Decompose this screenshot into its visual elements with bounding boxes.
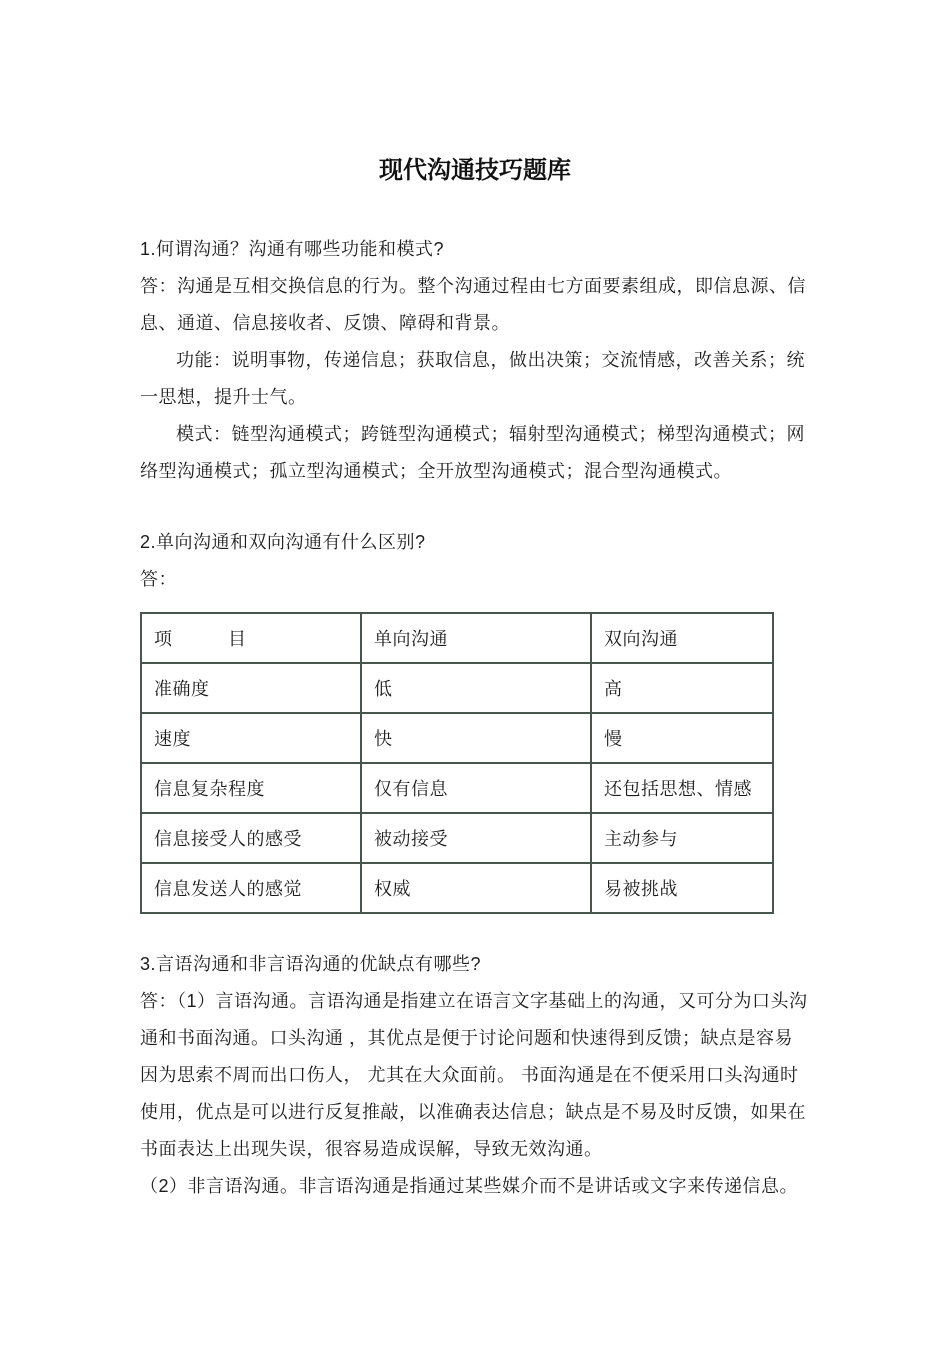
answer-1-paragraph-1: 答：沟通是互相交换信息的行为。整个沟通过程由七方面要素组成，即信息源、信息、通道、信息接收者、反馈、障碍和背景。 <box>140 276 806 333</box>
table-row <box>141 863 773 913</box>
answer-3-paragraph-2: （2）非言语沟通。非言语沟通是指通过某些媒介而不是讲话或文字来传递信息。 <box>140 1176 799 1196</box>
table-cell: 易被挑战 <box>591 863 773 913</box>
table-row <box>141 763 773 813</box>
comparison-table <box>140 612 774 914</box>
document-title: 现代沟通技巧题库 <box>379 157 571 184</box>
table-cell: 主动参与 <box>591 813 773 863</box>
table-header-two-way: 双向沟通 <box>591 613 773 663</box>
section-question-3 <box>140 946 810 1205</box>
section-question-2 <box>140 524 810 914</box>
table-header-one-way: 单向沟通 <box>361 613 591 663</box>
table-cell: 信息复杂程度 <box>141 763 361 813</box>
table-row <box>141 813 773 863</box>
table-cell: 速度 <box>141 713 361 763</box>
answer-1-paragraph-2: 功能：说明事物，传递信息；获取信息，做出决策；交流情感，改善关系；统一思想，提升士气。 <box>140 350 805 407</box>
table-cell: 高 <box>591 663 773 713</box>
table-cell: 慢 <box>591 713 773 763</box>
table-cell: 被动接受 <box>361 813 591 863</box>
answer-1-paragraph-3: 模式：链型沟通模式；跨链型沟通模式；辐射型沟通模式；梯型沟通模式；网络型沟通模式；孤立型沟通模式；全开放型沟通模式；混合型沟通模式。 <box>140 424 805 481</box>
answer-2-label: 答： <box>140 569 177 589</box>
answer-3-paragraph-1: 答：（1）言语沟通。言语沟通是指建立在语言文字基础上的沟通，又可分为口头沟通和书面沟通。口头沟通 ，其优点是便于讨论问题和快速得到反馈；缺点是容易因为思索不周而出口伤人， 尤其在大众面前。 书面沟通是在不便采用口头沟通时使用，优点是可以进行反复推敲，以准确表达信息；缺点是不易及时反馈，如果在书面表达上出现失误，很容易造成误解，导致无效沟通。 <box>140 991 808 1159</box>
section-question-1 <box>140 231 810 490</box>
table-cell: 权威 <box>361 863 591 913</box>
table-cell: 准确度 <box>141 663 361 713</box>
question-1-text: 1.何谓沟通？沟通有哪些功能和模式? <box>140 239 445 259</box>
table-cell: 信息发送人的感觉 <box>141 863 361 913</box>
table-cell: 还包括思想、情感 <box>591 763 773 813</box>
question-3-text: 3.言语沟通和非言语沟通的优缺点有哪些? <box>140 954 482 974</box>
table-header-row <box>141 613 773 663</box>
table-cell: 快 <box>361 713 591 763</box>
table-row <box>141 663 773 713</box>
table-header-item: 项 目 <box>141 613 361 663</box>
table-cell: 仅有信息 <box>361 763 591 813</box>
table-cell: 低 <box>361 663 591 713</box>
question-2-text: 2.单向沟通和双向沟通有什么区别? <box>140 532 426 552</box>
table-row <box>141 713 773 763</box>
table-cell: 信息接受人的感受 <box>141 813 361 863</box>
